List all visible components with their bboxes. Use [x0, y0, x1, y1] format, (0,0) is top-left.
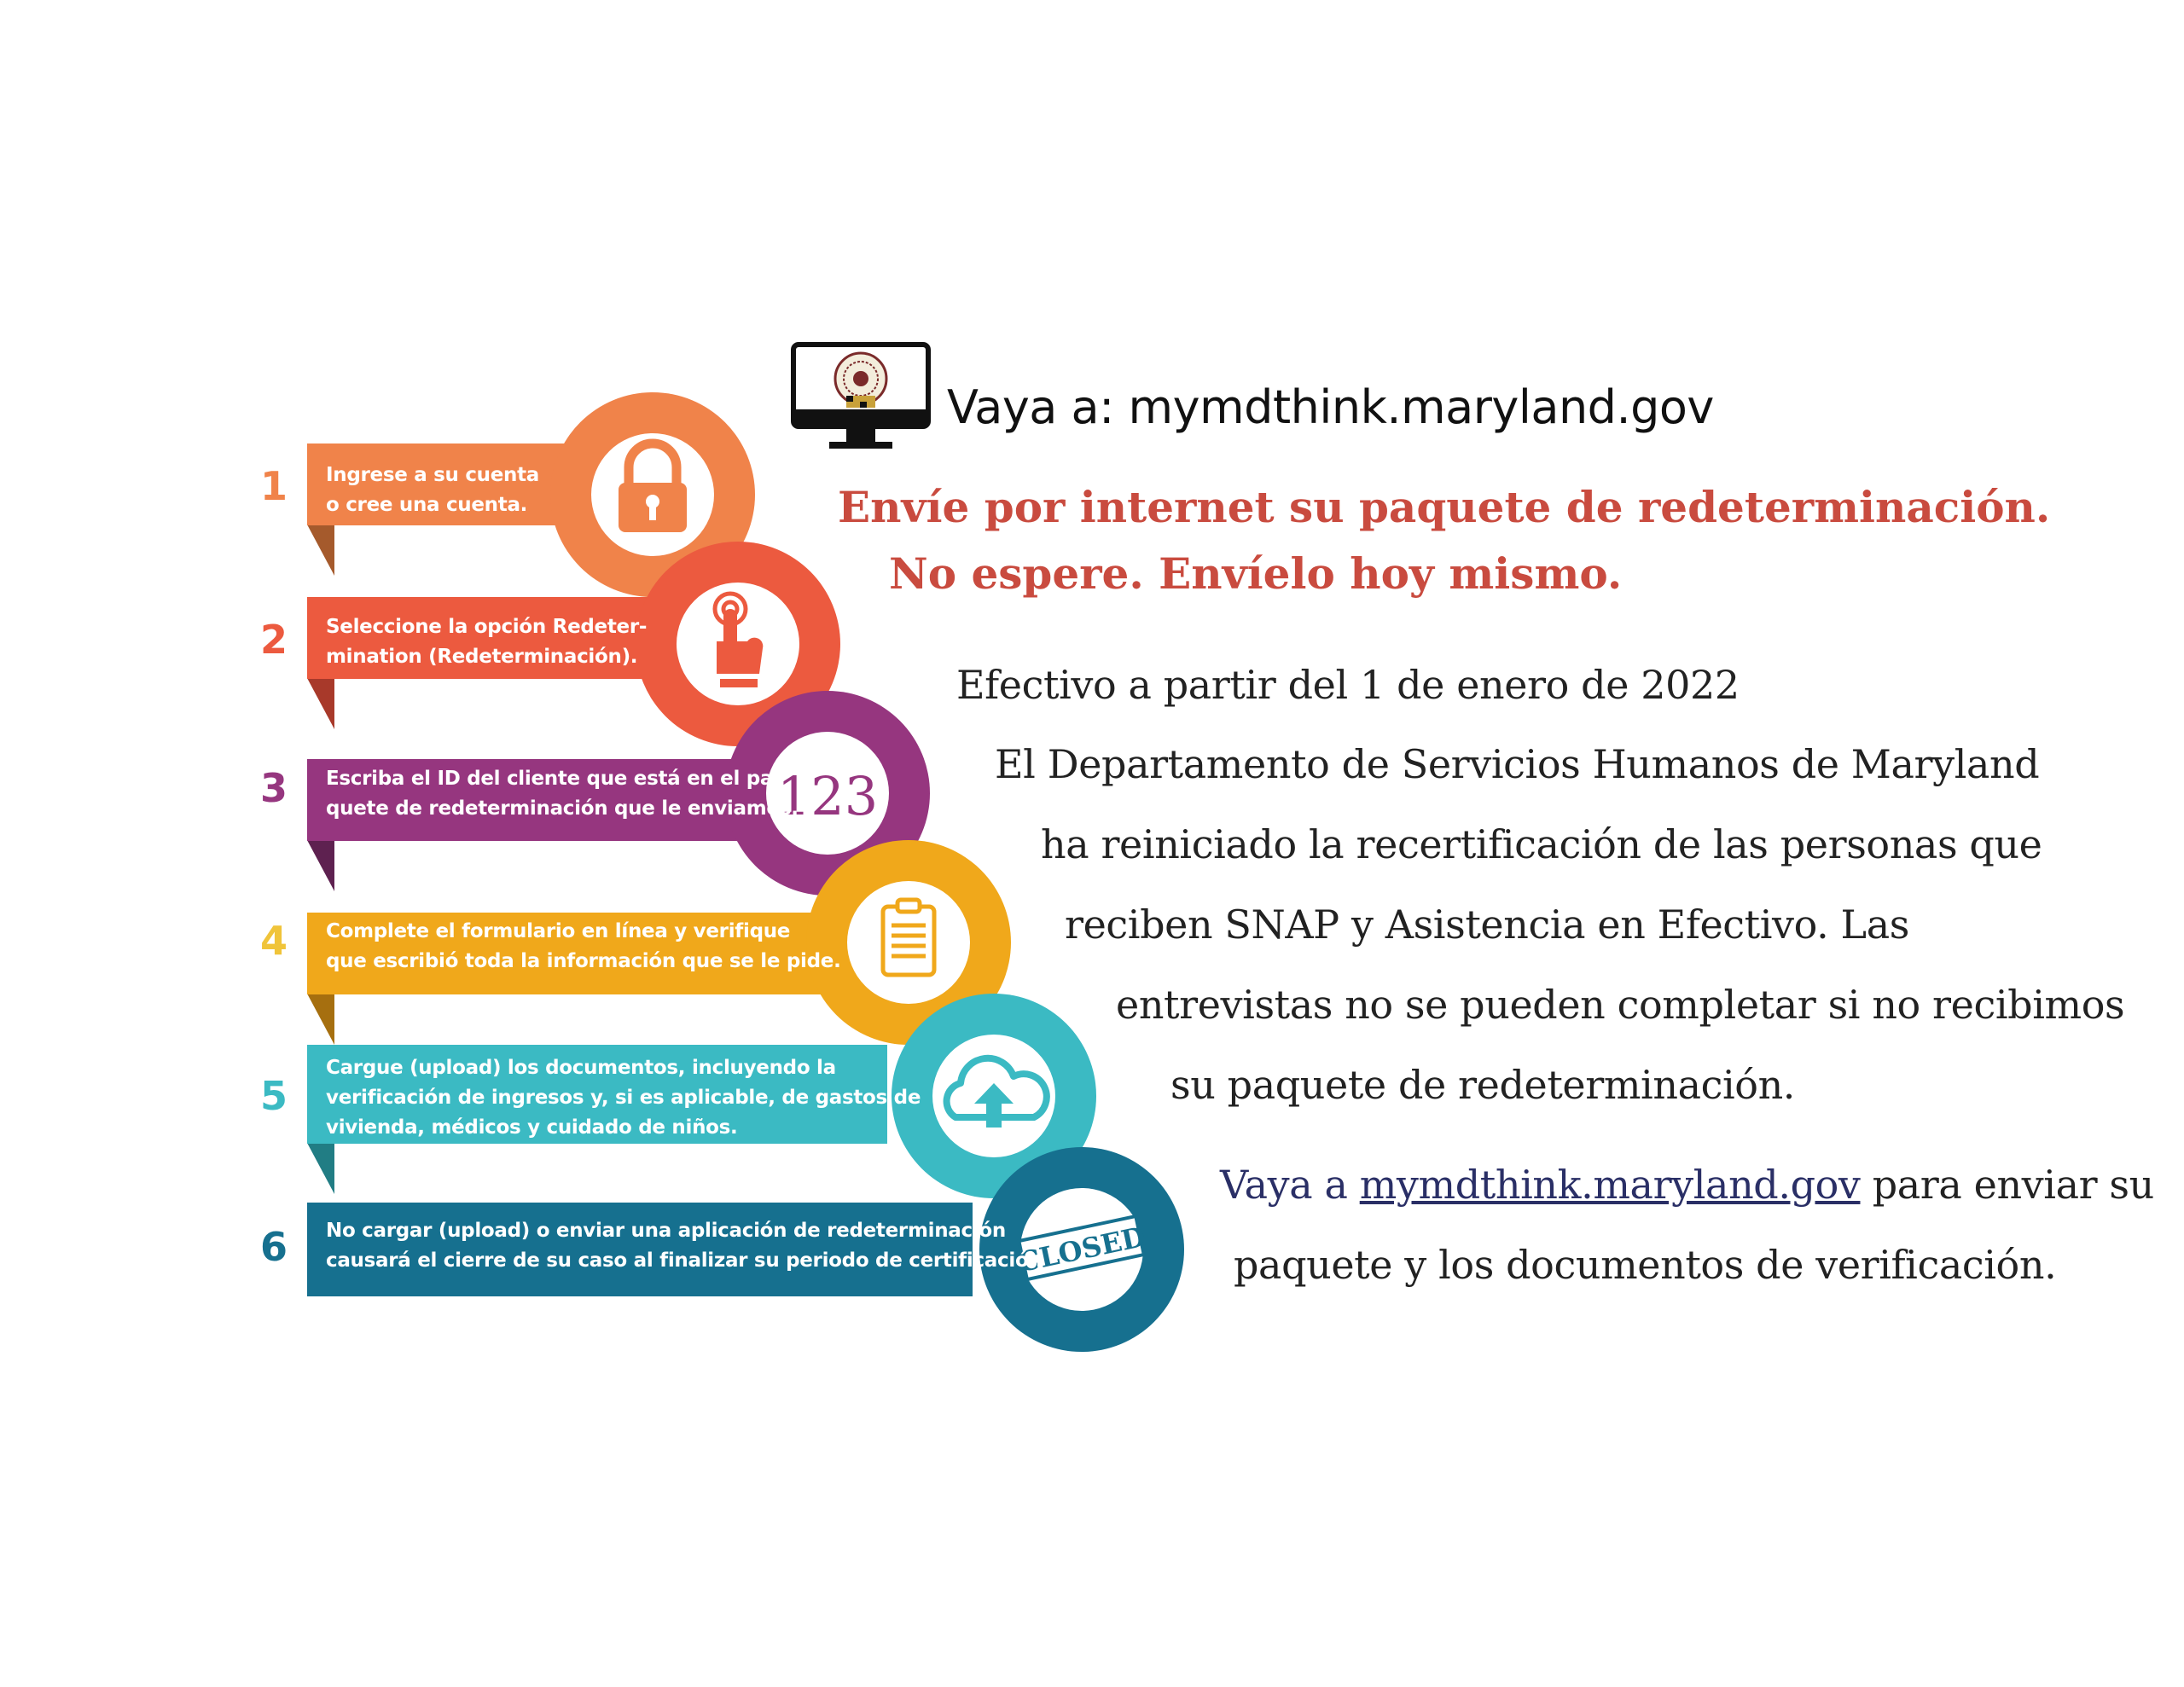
cta-prefix: Vaya a [1220, 1162, 1360, 1208]
headline-line-2: No espere. Envíelo hoy mismo. [889, 548, 1623, 599]
step-6-text: No cargar (upload) o enviar una aplicación de redeterminación causará el cierre de su caso al finalizar su periodo de certificación [326, 1220, 1043, 1272]
body-line-3: ha reiniciado la recertificación de las personas que [1041, 821, 2042, 867]
step-6-number: 6 [259, 1224, 288, 1270]
step-3-text: Escriba el ID del cliente que está en el pa- quete de redeterminación que le enviamos. [326, 768, 799, 820]
step-4-number: 4 [259, 918, 288, 964]
step-5-number: 5 [259, 1073, 288, 1119]
svg-text:CLOSED: CLOSED [1015, 1220, 1148, 1279]
step-2-text: Seleccione la opción Redeter- mination (Redeterminación). [326, 616, 648, 668]
step-3-fold [307, 840, 334, 891]
body-line-5: entrevistas no se pueden completar si no recibimos [1116, 982, 2125, 1028]
body-line-6: su paquete de redeterminación. [1170, 1062, 1796, 1108]
body-line-1: Efectivo a partir del 1 de enero de 2022 [956, 662, 1740, 708]
cta-line-1 [1220, 1162, 2154, 1208]
step-2-number: 2 [259, 617, 288, 663]
step-3-number: 3 [259, 765, 288, 811]
numbers-icon: 123 [776, 765, 879, 827]
cta-line-2: paquete y los documentos de verificación. [1234, 1242, 2057, 1288]
computer-monitor-icon [790, 341, 932, 454]
step-2-fold [307, 678, 334, 729]
step-4-fold [307, 994, 334, 1045]
body-line-4: reciben SNAP y Asistencia en Efectivo. Las [1065, 901, 1909, 948]
body-line-2: El Departamento de Servicios Humanos de Maryland [995, 741, 2040, 787]
step-5-fold [307, 1143, 334, 1194]
page-title: Vaya a: mymdthink.maryland.gov [947, 380, 1714, 434]
step-5-text: Cargue (upload) los documentos, incluyendo la verificación de ingresos y, si es aplicable, de gastos de vivienda, médicos y cuidado de niños. [326, 1057, 921, 1139]
step-1-fold [307, 525, 334, 576]
step-4-text: Complete el formulario en línea y verifique que escribió toda la información que se le pide. [326, 920, 841, 972]
cta-suffix: para enviar su [1860, 1162, 2154, 1208]
mymdthink-link[interactable]: mymdthink.maryland.gov [1359, 1162, 1861, 1208]
step-1-text: Ingrese a su cuenta o cree una cuenta. [326, 464, 540, 516]
step-1-number: 1 [259, 463, 288, 509]
headline-line-1: Envíe por internet su paquete de redeterminación. [838, 482, 2051, 532]
